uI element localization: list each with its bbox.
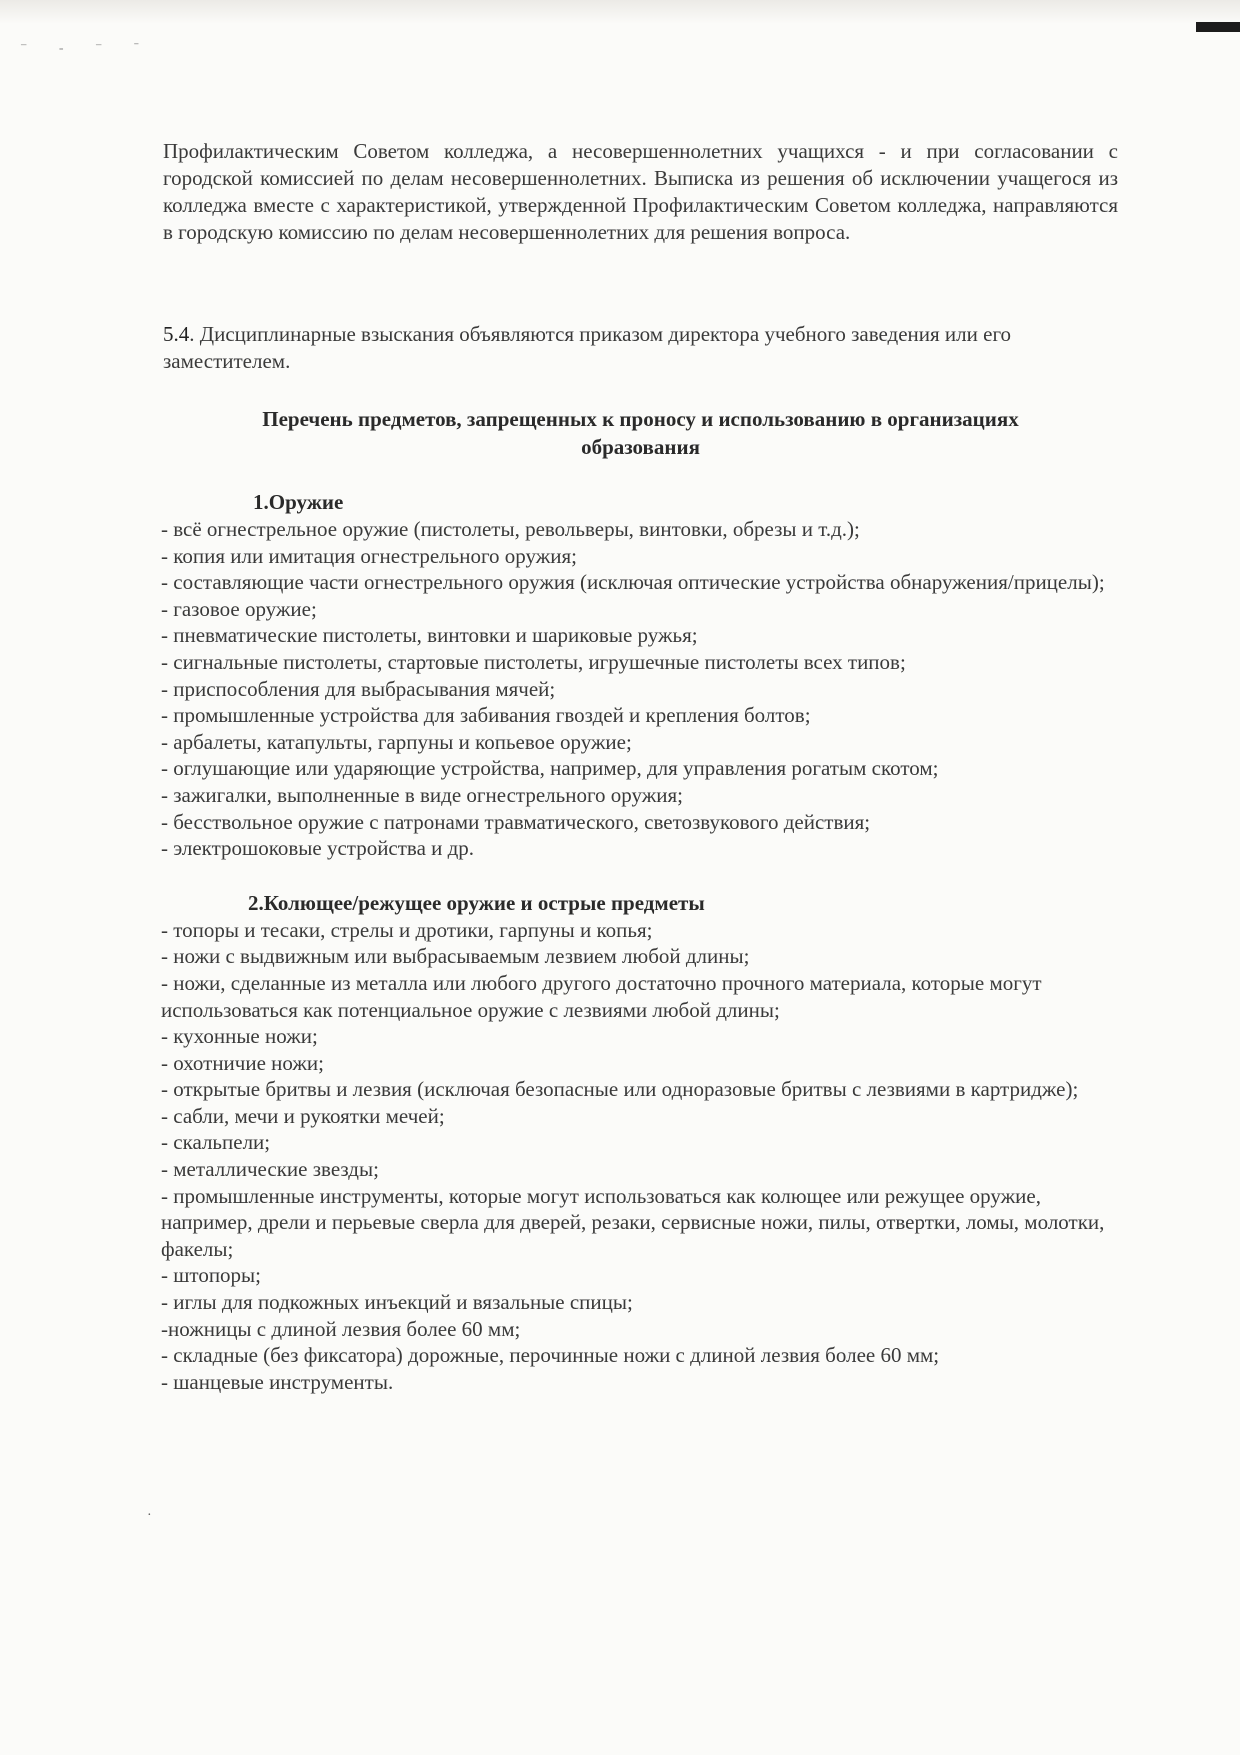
list-item: - ножи, сделанные из металла или любого другого достаточно прочного материала, которые могут использоваться как потенциальное оружие с лезвиями любой длины; <box>161 970 1042 1022</box>
scan-specks: ⁻ - ⁻ ˉ <box>20 41 153 56</box>
list-item: - промышленные устройства для забивания гвоздей и крепления болтов; <box>161 703 811 728</box>
list-item: - иглы для подкожных инъекций и вязальные спицы; <box>161 1290 633 1315</box>
clause-text: . Дисциплинарные взыскания объявляются приказом директора учебного заведения или его заместителем. <box>163 322 1012 373</box>
list-item: - оглушающие или ударяющие устройства, например, для управления рогатым скотом; <box>161 756 939 781</box>
clause-number: 5.4 <box>163 322 190 346</box>
document-page <box>163 138 1118 1395</box>
section2-title: 2.Колющее/режущее оружие и острые предметы <box>248 890 705 915</box>
list-item: - зажигалки, выполненные в виде огнестрельного оружия; <box>161 782 683 807</box>
list-item: - составляющие части огнестрельного оружия (исключая оптические устройства обнаружения/прицелы); <box>161 570 1105 595</box>
list-item: - арбалеты, катапульты, гарпуны и копьевое оружие; <box>161 729 632 754</box>
scan-dot: · <box>147 1508 152 1523</box>
list-title: Перечень предметов, запрещенных к проносу и использованию в организациях образования <box>262 407 1019 459</box>
list-item: -ножницы с длиной лезвия более 60 мм; <box>161 1316 521 1341</box>
list-item: - ножи с выдвижным или выбрасываемым лезвием любой длины; <box>161 944 750 969</box>
scan-edge <box>0 0 1240 24</box>
list-item: - сигнальные пистолеты, стартовые пистолеты, игрушечные пистолеты всех типов; <box>161 649 906 674</box>
list-item: - шанцевые инструменты. <box>161 1369 394 1394</box>
section1-list <box>161 516 1118 862</box>
list-item: - кухонные ножи; <box>161 1024 318 1049</box>
list-item: - всё огнестрельное оружие (пистолеты, револьверы, винтовки, обрезы и т.д.); <box>161 517 860 541</box>
list-item: - металлические звезды; <box>161 1157 379 1182</box>
list-item: - электрошоковые устройства и др. <box>161 836 475 861</box>
list-item: - газовое оружие; <box>161 596 317 621</box>
list-item: - складные (без фиксатора) дорожные, перочинные ножи с длиной лезвия более 60 мм; <box>161 1343 940 1368</box>
section2-list <box>161 917 1118 1396</box>
clause-5-4 <box>163 321 1118 375</box>
list-item: - штопоры; <box>161 1263 261 1288</box>
section1-title: 1.Оружие <box>253 490 344 514</box>
intro-paragraph: Профилактическим Советом колледжа, а несовершеннолетних учащихся - и при согласовании с городской комиссией по делам несовершеннолетних. Выписка из решения об исключении учащегося из колледжа вместе с характеристикой, утвержденной Профилактическим Советом колледжа, направляются в городскую комиссию по делам несовершеннолетних для решения вопроса. <box>163 139 1118 244</box>
list-item: - пневматические пистолеты, винтовки и шариковые ружья; <box>161 623 698 648</box>
list-item: - приспособления для выбрасывания мячей; <box>161 676 556 701</box>
list-item: - охотничие ножи; <box>161 1050 324 1075</box>
scan-corner-mark <box>1196 22 1240 32</box>
list-item: - открытые бритвы и лезвия (исключая безопасные или одноразовые бритвы с лезвиями в картридже); <box>161 1077 1079 1102</box>
list-item: - скальпели; <box>161 1130 271 1155</box>
list-item: - топоры и тесаки, стрелы и дротики, гарпуны и копья; <box>161 917 653 942</box>
list-item: - промышленные инструменты, которые могут использоваться как колющее или режущее оружие, например, дрели и перьевые сверла для дверей, резаки, сервисные ножи, пилы, отвертки, ломы, молотки, факелы; <box>161 1183 1105 1261</box>
list-item: - копия или имитация огнестрельного оружия; <box>161 543 577 568</box>
list-item: - бесствольное оружие с патронами травматического, светозвукового действия; <box>161 809 871 834</box>
list-item: - сабли, мечи и рукоятки мечей; <box>161 1103 445 1128</box>
